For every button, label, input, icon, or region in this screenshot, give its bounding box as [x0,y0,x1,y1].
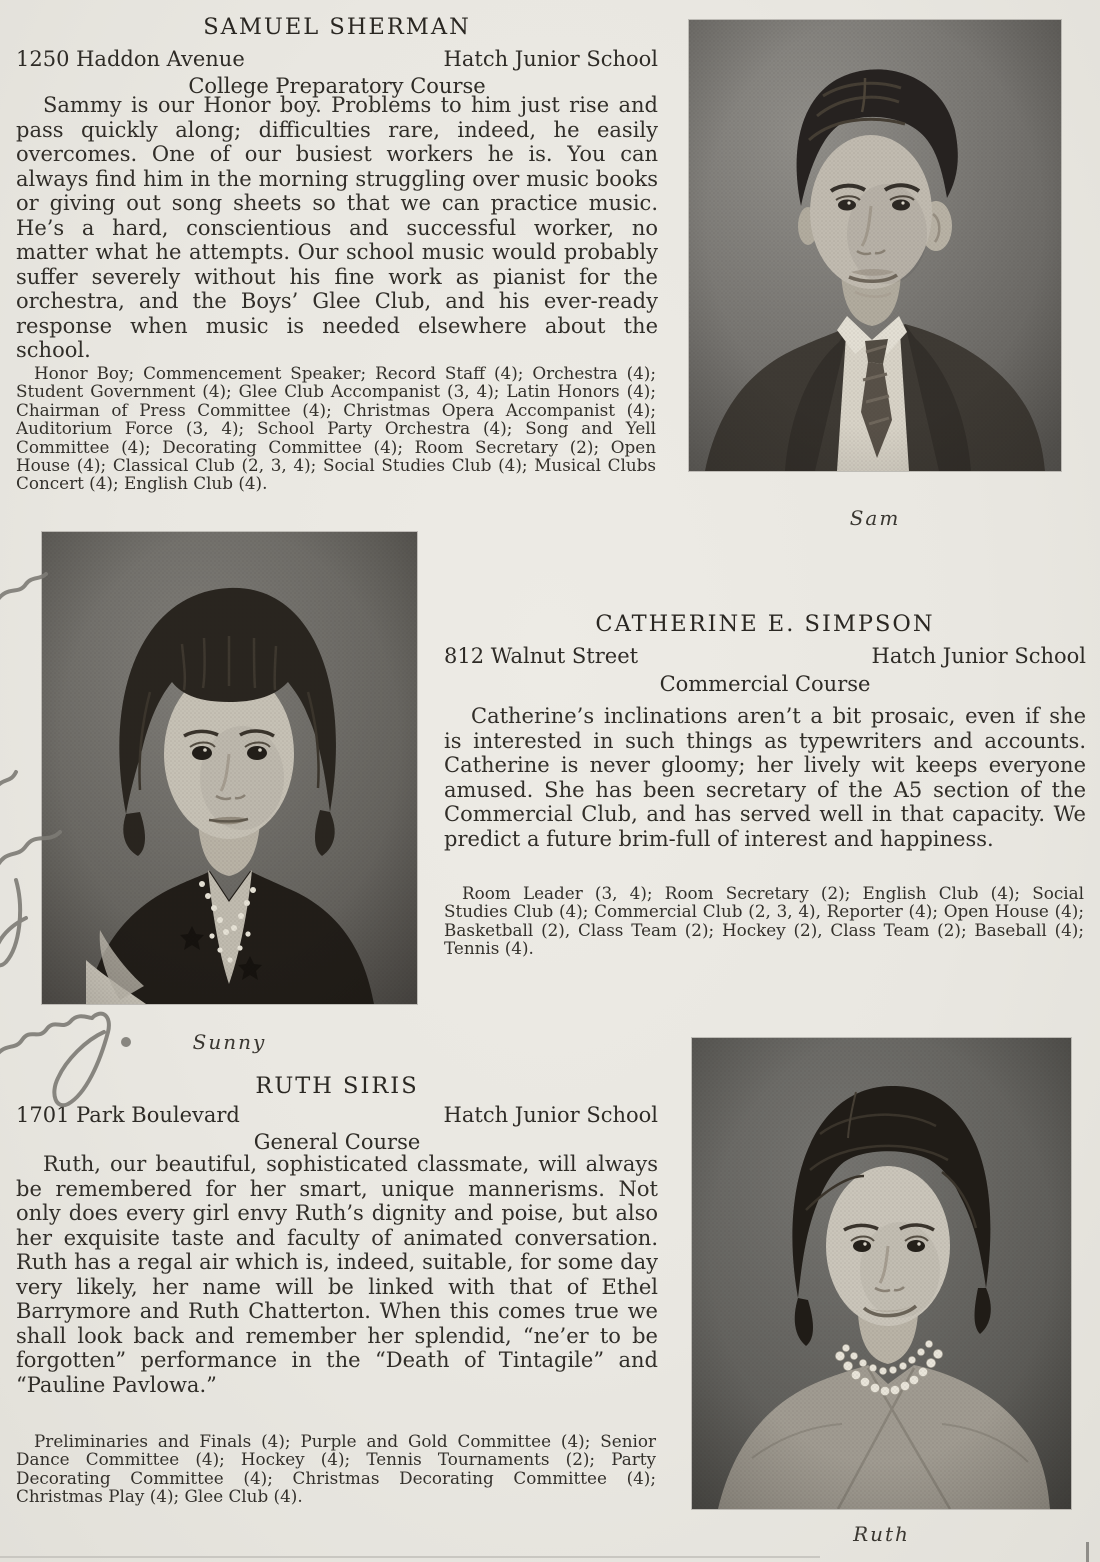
handwritten-signature-marginalia [0,540,150,1120]
page-edge-mark [1086,1542,1089,1562]
student-activities: Preliminaries and Finals (4); Purple and Gold Committee (4); Senior Dance Committee (4); Hockey (4); Tennis Tournaments (2); Party Decorating Committee (4); Christmas Decorating Committee (4); Christmas Play (4); Glee Club (4). [16,1431,656,1507]
ink-dot [121,1037,131,1047]
address-school-row [16,47,658,71]
student-activities: Honor Boy; Commencement Speaker; Record Staff (4); Orchestra (4); Student Government (4); Glee Club Accompanist (3, 4); Latin Honors (4); Chairman of Press Committee (4); Christmas Opera Accompanist (4); Auditorium Force (3, 4); School Party Orchestra (4); Song and Yell Committee (4); Decorating Committee (4); Room Secretary (2); Open House (4); Classical Club (2, 3, 4); Social Studies Club (4); Musical Clubs Concert (4); English Club (4). [16,363,656,494]
portrait-photo-ruth [692,1038,1071,1509]
photo-caption-sam: Sam [849,506,901,530]
student-name: CATHERINE E. SIMPSON [595,611,935,637]
student-bio: Ruth, our beautiful, sophisticated classmate, will always be remembered for her smart, unique mannerisms. Not only does every girl envy Ruth’s dignity and poise, but also her exquisite taste and faculty of animated conversation. Ruth has a regal air which is, indeed, suitable, for some day very likely, her name will be linked with that of Ethel Barrymore and Ruth Chatterton. When this comes true we shall look back and remember her splendid, “ne’er to be forgotten” performance in the “Death of Tintagile” and “Pauline Pavlowa.” [16,1152,658,1397]
student-school: Hatch Junior School [443,47,658,71]
portrait-ruth-illustration [692,1038,1071,1509]
student-address: 1701 Park Boulevard [16,1103,240,1127]
student-course: General Course [253,1130,421,1154]
student-school: Hatch Junior School [443,1103,658,1127]
student-name: RUTH SIRIS [255,1073,419,1099]
student-bio: Catherine’s inclinations aren’t a bit prosaic, even if she is interested in such things as typewriters and accounts. Catherine is never gloomy; her lively wit keeps everyone amused. She has been secretary of the A5 section of the Commercial Club, and has served well in that capacity. We predict a future brim-full of interest and happiness. [444,704,1086,851]
student-bio: Sammy is our Honor boy. Problems to him just rise and pass quickly along; difficulties rare, indeed, he easily overcomes. One of our busiest workers he is. You can always find him in the morning struggling over music books or giving out song sheets so that we can practice music. He’s a hard, conscientious and successful worker, no matter what he attempts. Our school music would probably suffer severely without his fine work as pianist for the orchestra, and the Boys’ Glee Club, and his ever-ready response when music is needed elsewhere about the school. [16,93,658,362]
student-address: 1250 Haddon Avenue [16,47,245,71]
student-activities: Room Leader (3, 4); Room Secretary (2); English Club (4); Social Studies Club (4); Commercial Club (2, 3, 4), Reporter (4); Open House (4); Basketball (2), Class Team (2); Hockey (2), Class Team (2); Baseball (4); Tennis (4). [444,883,1084,959]
portrait-sam-illustration [689,20,1061,471]
student-name: SAMUEL SHERMAN [203,14,471,40]
photo-caption-sunny: Sunny [192,1030,267,1054]
address-school-row [444,644,1086,668]
student-course: Commercial Course [659,672,871,696]
student-address: 812 Walnut Street [444,644,639,668]
page-bottom-hairline [0,1556,820,1558]
student-school: Hatch Junior School [871,644,1086,668]
portrait-photo-sam [689,20,1061,471]
photo-caption-ruth: Ruth [853,1522,910,1546]
student-course: College Preparatory Course [188,74,486,98]
